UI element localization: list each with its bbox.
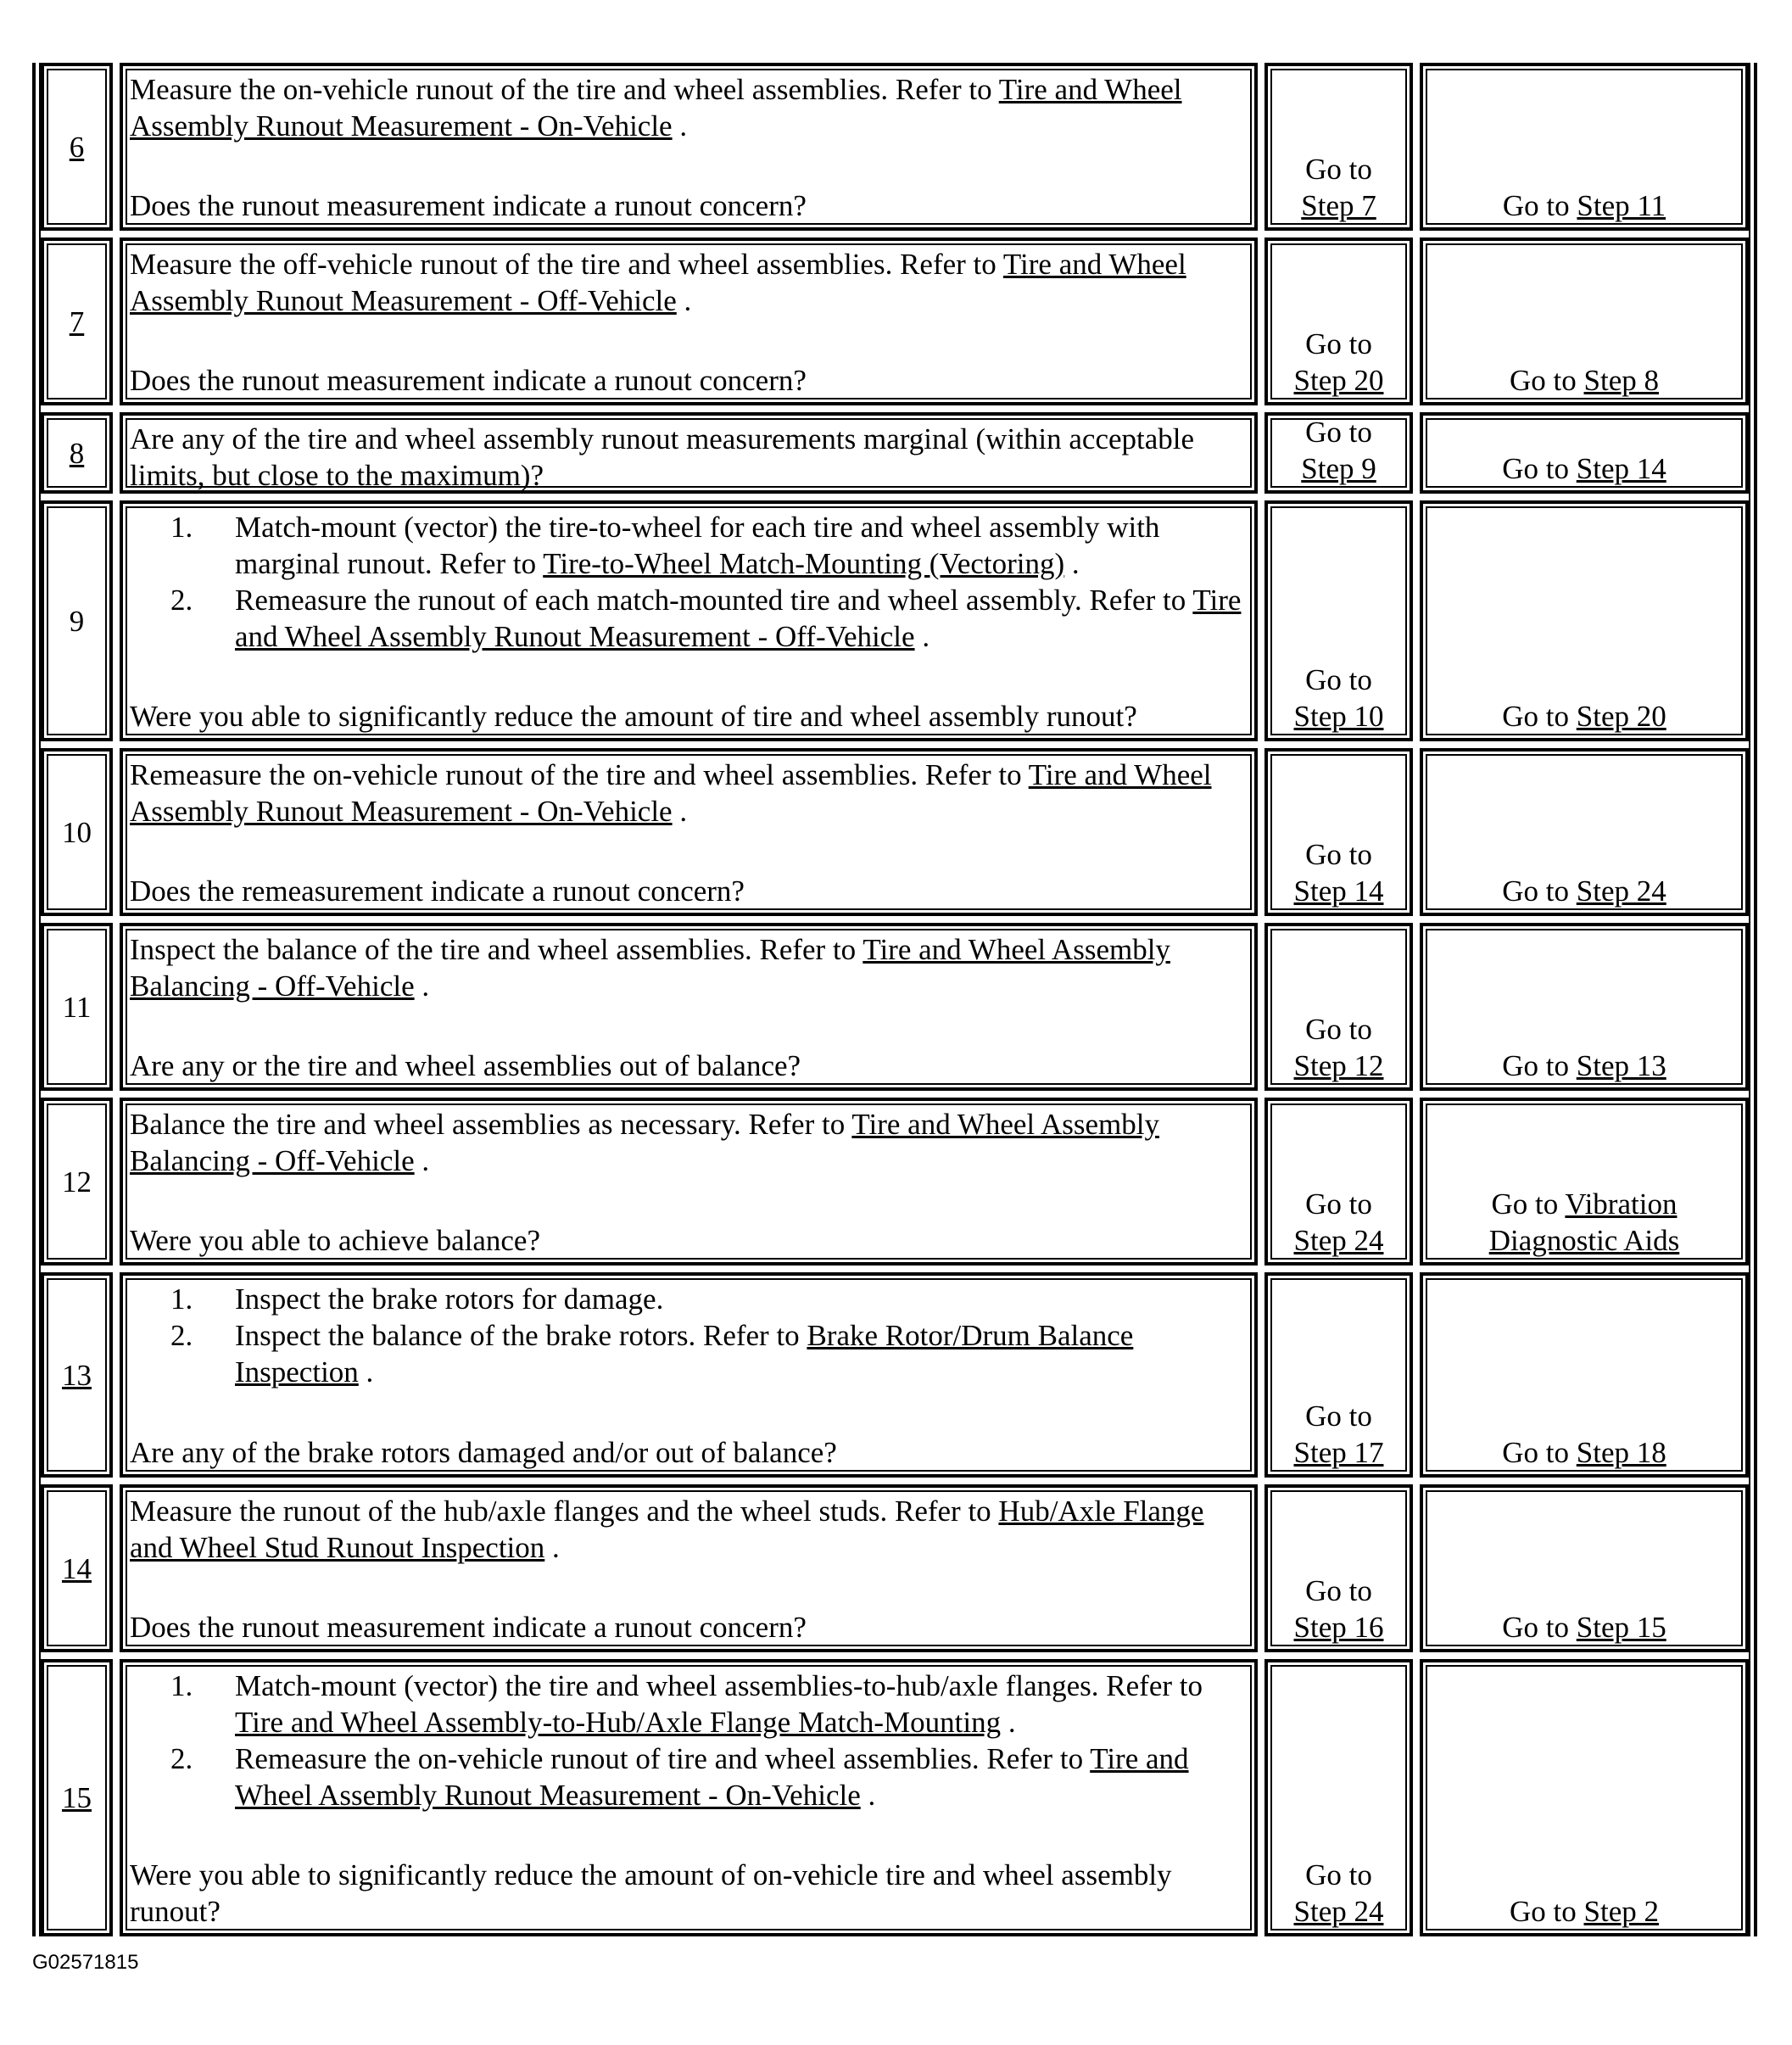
table-row (41, 923, 1749, 1091)
action-cell (120, 1659, 1258, 1936)
yes-cell: Go to Step 16 (1264, 1484, 1413, 1652)
step-number-cell (41, 500, 113, 741)
action-cell (120, 923, 1258, 1091)
step-number: 9 (69, 604, 85, 638)
question-text: Does the runout measurement indicate a runout concern? (130, 1611, 807, 1644)
no-step-link[interactable]: Step 8 (1583, 364, 1659, 397)
reference-link[interactable]: Brake Rotor/Drum Balance Inspection (235, 1319, 1134, 1388)
reference-link[interactable]: Tire and Wheel Assembly Runout Measurement - On-Vehicle (130, 73, 1182, 142)
no-step-link[interactable]: Step 15 (1576, 1611, 1666, 1644)
step-number: 10 (62, 815, 92, 849)
reference-link[interactable]: Tire and Wheel Assembly Runout Measurement - On-Vehicle (130, 758, 1212, 828)
question-text: Does the runout measurement indicate a runout concern? (130, 364, 807, 397)
yes-step-link[interactable]: Step 9 (1301, 452, 1376, 485)
table-row (41, 237, 1749, 405)
action-cell (120, 63, 1258, 231)
step-number-link[interactable]: 8 (69, 436, 85, 470)
no-step-link[interactable]: Step 2 (1583, 1895, 1659, 1928)
list-item: 2. Remeasure the runout of each match-mounted tire and wheel assembly. Refer to Tire and Wheel Assembly Runout Measurement - Off-Vehicle . (170, 584, 1242, 653)
yes-cell: Go to Step 7 (1264, 63, 1413, 231)
step-number: 11 (62, 990, 92, 1024)
list-item: 1. Match-mount (vector) the tire-to-wheel for each tire and wheel assembly with marginal runout. Refer to Tire-to-Wheel Match-Mounting (Vectoring) . (170, 511, 1160, 580)
reference-link[interactable]: Tire and Wheel Assembly Runout Measurement - Off-Vehicle (130, 248, 1186, 317)
step-number-cell (41, 1484, 113, 1652)
no-cell: Go to Step 2 (1420, 1659, 1749, 1936)
question-text: Were you able to significantly reduce the amount of tire and wheel assembly runout? (130, 700, 1137, 733)
procedure-list (130, 509, 1248, 655)
no-cell: Go to Vibration Diagnostic Aids (1420, 1098, 1749, 1266)
action-cell (120, 1484, 1258, 1652)
step-number-link[interactable]: 7 (69, 305, 85, 338)
question-text: Are any or the tire and wheel assemblies out of balance? (130, 1049, 801, 1082)
step-number: 12 (62, 1165, 92, 1199)
procedure-list (130, 1281, 1248, 1390)
yes-step-link[interactable]: Step 24 (1293, 1895, 1384, 1928)
action-cell (120, 500, 1258, 741)
table-row (41, 1098, 1749, 1266)
step-number-cell (41, 237, 113, 405)
yes-cell: Go to Step 14 (1264, 748, 1413, 916)
table-row (41, 1659, 1749, 1936)
yes-step-link[interactable]: Step 7 (1301, 189, 1376, 222)
step-number-link[interactable]: 13 (62, 1358, 92, 1392)
no-step-link[interactable]: Step 13 (1576, 1049, 1666, 1082)
step-number-cell (41, 1659, 113, 1936)
action-cell (120, 1272, 1258, 1478)
step-number-cell (41, 748, 113, 916)
yes-cell: Go to Step 24 (1264, 1659, 1413, 1936)
no-cell: Go to Step 8 (1420, 237, 1749, 405)
table-row (41, 412, 1749, 494)
step-number-link[interactable]: 6 (69, 130, 85, 164)
figure-id: G02571815 (32, 1951, 139, 1974)
yes-step-link[interactable]: Step 20 (1293, 364, 1384, 397)
no-cell: Go to Step 15 (1420, 1484, 1749, 1652)
question-text: Are any of the tire and wheel assembly runout measurements marginal (within acceptable limits, but close to the maximum)? (130, 422, 1195, 492)
action-text: Measure the runout of the hub/axle flanges and the wheel studs. Refer to Hub/Axle Flange and Wheel Stud Runout Inspection . (130, 1495, 1204, 1564)
question-text: Does the remeasurement indicate a runout concern? (130, 874, 745, 908)
table-row (41, 1272, 1749, 1478)
reference-link[interactable]: Tire and Wheel Assembly-to-Hub/Axle Flange Match-Mounting (235, 1706, 1002, 1739)
step-number-cell (41, 1098, 113, 1266)
action-cell (120, 1098, 1258, 1266)
yes-step-link[interactable]: Step 14 (1293, 874, 1384, 908)
reference-link[interactable]: Tire and Wheel Assembly Balancing - Off-Vehicle (130, 933, 1170, 1003)
action-text: Measure the off-vehicle runout of the tire and wheel assemblies. Refer to Tire and Wheel Assembly Runout Measurement - Off-Vehicle . (130, 248, 1186, 317)
step-number-cell (41, 412, 113, 494)
question-text: Were you able to achieve balance? (130, 1224, 540, 1257)
action-cell (120, 748, 1258, 916)
list-item: 1. Match-mount (vector) the tire and wheel assemblies-to-hub/axle flanges. Refer to Tire and Wheel Assembly-to-Hub/Axle Flange Match-Mounting . (170, 1669, 1203, 1739)
no-step-link[interactable]: Step 18 (1576, 1436, 1666, 1469)
list-item: 2. Inspect the balance of the brake rotors. Refer to Brake Rotor/Drum Balance Inspection . (170, 1319, 1134, 1388)
question-text: Does the runout measurement indicate a runout concern? (130, 189, 807, 222)
yes-cell: Go to Step 12 (1264, 923, 1413, 1091)
yes-step-link[interactable]: Step 16 (1293, 1611, 1384, 1644)
table-row (41, 63, 1749, 231)
yes-step-link[interactable]: Step 17 (1293, 1436, 1384, 1469)
no-step-link[interactable]: Step 24 (1576, 874, 1666, 908)
action-text: Inspect the balance of the tire and wheel assemblies. Refer to Tire and Wheel Assembly Balancing - Off-Vehicle . (130, 933, 1170, 1003)
action-text: Balance the tire and wheel assemblies as necessary. Refer to Tire and Wheel Assembly Balancing - Off-Vehicle . (130, 1108, 1159, 1177)
yes-step-link[interactable]: Step 12 (1293, 1049, 1384, 1082)
step-number-link[interactable]: 14 (62, 1551, 92, 1585)
reference-link[interactable]: Tire-to-Wheel Match-Mounting (Vectoring) (543, 547, 1065, 580)
yes-cell: Go to Step 9 (1264, 412, 1413, 494)
yes-cell: Go to Step 17 (1264, 1272, 1413, 1478)
step-number-cell (41, 63, 113, 231)
diagnostic-table (32, 63, 1757, 1936)
no-step-link[interactable]: Step 20 (1576, 700, 1666, 733)
action-cell (120, 412, 1258, 494)
reference-link[interactable]: Tire and Wheel Assembly Balancing - Off-Vehicle (130, 1108, 1159, 1177)
yes-cell: Go to Step 10 (1264, 500, 1413, 741)
yes-step-link[interactable]: Step 24 (1293, 1224, 1384, 1257)
action-text: Measure the on-vehicle runout of the tire and wheel assemblies. Refer to Tire and Wheel Assembly Runout Measurement - On-Vehicle . (130, 73, 1182, 142)
yes-cell: Go to Step 24 (1264, 1098, 1413, 1266)
table-row (41, 1484, 1749, 1652)
no-cell: Go to Step 18 (1420, 1272, 1749, 1478)
list-item: 2. Remeasure the on-vehicle runout of tire and wheel assemblies. Refer to Tire and Wheel Assembly Runout Measurement - On-Vehicle . (170, 1742, 1189, 1812)
step-number-cell (41, 1272, 113, 1478)
question-text: Are any of the brake rotors damaged and/or out of balance? (130, 1436, 837, 1469)
table-row (41, 500, 1749, 741)
action-cell (120, 237, 1258, 405)
reference-link[interactable]: Tire and Wheel Assembly Runout Measurement - Off-Vehicle (235, 584, 1242, 653)
no-step-link[interactable]: Vibration Diagnostic Aids (1488, 1187, 1680, 1257)
no-cell: Go to Step 14 (1420, 412, 1749, 494)
reference-link[interactable]: Hub/Axle Flange and Wheel Stud Runout Inspection (130, 1495, 1204, 1564)
no-step-link[interactable]: Step 14 (1576, 452, 1666, 485)
procedure-list (130, 1668, 1248, 1813)
list-item: 1. Inspect the brake rotors for damage. (170, 1282, 664, 1316)
yes-cell: Go to Step 20 (1264, 237, 1413, 405)
yes-step-link[interactable]: Step 10 (1293, 700, 1384, 733)
action-text: Remeasure the on-vehicle runout of the tire and wheel assemblies. Refer to Tire and Wheel Assembly Runout Measurement - On-Vehicle . (130, 758, 1212, 828)
step-number-link[interactable]: 15 (62, 1781, 92, 1814)
no-cell: Go to Step 24 (1420, 748, 1749, 916)
no-step-link[interactable]: Step 11 (1577, 189, 1666, 222)
no-cell: Go to Step 13 (1420, 923, 1749, 1091)
step-number-cell (41, 923, 113, 1091)
no-cell: Go to Step 20 (1420, 500, 1749, 741)
table-row (41, 748, 1749, 916)
no-cell: Go to Step 11 (1420, 63, 1749, 231)
question-text: Were you able to significantly reduce the amount of on-vehicle tire and wheel assembly runout? (130, 1858, 1172, 1928)
reference-link[interactable]: Tire and Wheel Assembly Runout Measurement - On-Vehicle (235, 1742, 1189, 1812)
